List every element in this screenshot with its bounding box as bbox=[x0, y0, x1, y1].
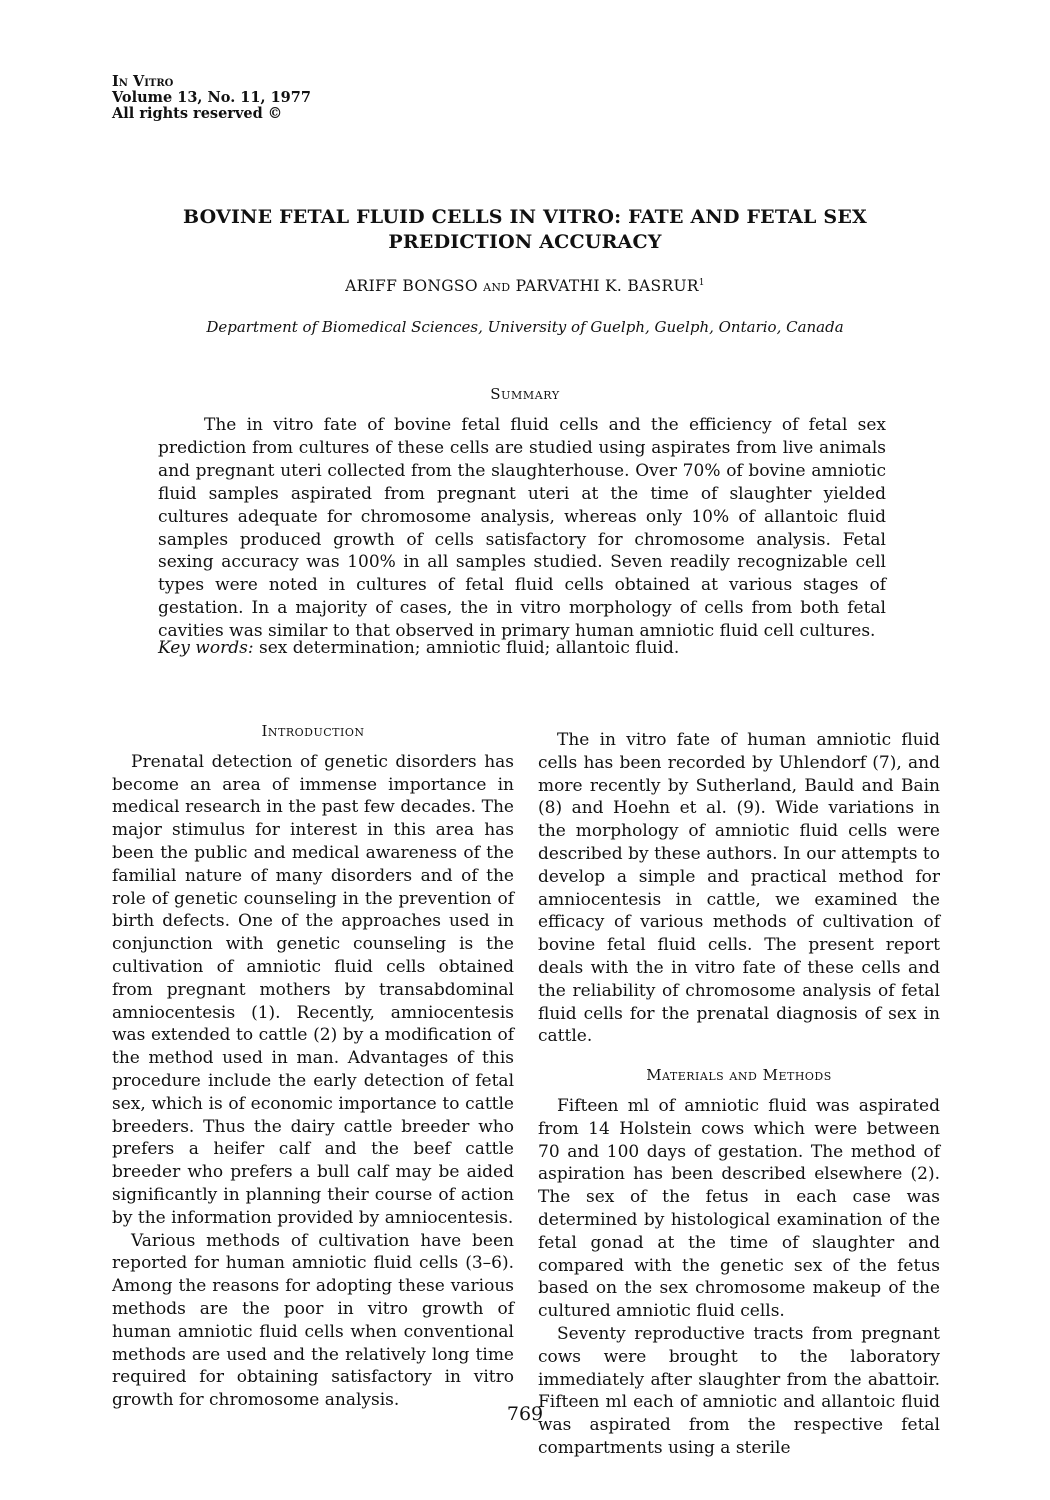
author-conjunction: AND bbox=[483, 281, 511, 294]
methods-heading: Materials and Methods bbox=[646, 1066, 832, 1085]
article-title-line-1: BOVINE FETAL FLUID CELLS IN VITRO: FATE AND FETAL SEX bbox=[183, 206, 867, 228]
article-title bbox=[150, 205, 900, 255]
methods-paragraph-2: Seventy reproductive tracts from pregnant cows were brought to the laboratory immediately after slaughter from the abattoir. Fifteen ml each of amniotic and allantoic fluid was aspirated from the respective fetal compartments using a sterile bbox=[538, 1323, 940, 1458]
keywords-label: Key words: bbox=[158, 638, 254, 658]
right-column bbox=[538, 729, 940, 1460]
keywords-list: sex determination; amniotic fluid; allantoic fluid. bbox=[253, 638, 680, 658]
introduction-paragraph-1: Prenatal detection of genetic disorders has become an area of immense importance in medical research in the past few decades. The major stimulus for interest in this area has been the public and medical awareness of the familial nature of many disorders and of the role of genetic counseling in the prevention of birth defects. One of the approaches used in conjunction with genetic counseling is the cultivation of amniotic fluid cells obtained from pregnant mothers by transabdominal amniocentesis (1). Recently, amniocentesis was extended to cattle (2) by a modification of the method used in man. Advantages of this procedure include the early detection of fetal sex, which is of economic importance to cattle breeders. Thus the dairy cattle breeder who prefers a heifer calf and the beef cattle breeder who prefers a bull calf may be aided significantly in planning their course of action by the information provided by amniocentesis. bbox=[112, 751, 514, 1228]
article-title-line-2: PREDICTION ACCURACY bbox=[388, 231, 662, 253]
journal-info bbox=[112, 74, 311, 122]
journal-volume: Volume 13, No. 11, 1977 bbox=[112, 89, 311, 106]
introduction-paragraph-3: The in vitro fate of human amniotic fluid cells has been recorded by Uhlendorf (7), and more recently by Sutherland, Bauld and Bain (8) and Hoehn et al. (9). Wide variations in the morphology of amniotic fluid cells were described by these authors. In our attempts to develop a simple and practical method for amniocentesis in cattle, we examined the efficacy of various methods of cultivation of bovine fetal fluid cells. The present report deals with the in vitro fate of these cells and the reliability of chromosome analysis of fetal fluid cells for the prenatal diagnosis of sex in cattle. bbox=[538, 730, 940, 1047]
author-first: ARIFF BONGSO bbox=[345, 277, 478, 295]
author-second: PARVATHI K. BASRUR bbox=[515, 277, 699, 295]
introduction-heading: Introduction bbox=[261, 722, 365, 740]
author-list bbox=[150, 277, 900, 295]
affiliation: Department of Biomedical Sciences, University of Guelph, Guelph, Ontario, Canada bbox=[206, 318, 844, 336]
summary-text: The in vitro fate of bovine fetal fluid cells and the efficiency of fetal sex prediction from cultures of these cells are studied using aspirates from live animals and pregnant uteri collected from the slaughterhouse. Over 70% of bovine amniotic fluid samples aspirated from pregnant uteri at the time of slaughter yielded cultures adequate for chromosome analysis, whereas only 10% of allantoic fluid samples produced growth of cells satisfactory for chromosome analysis. Fetal sexing accuracy was 100% in all samples studied. Seven readily recognizable cell types were noted in cultures of fetal fluid cells obtained at various stages of gestation. In a majority of cases, the in vitro morphology of cells from both fetal cavities was similar to that observed in primary human amniotic fluid cell cultures. bbox=[158, 415, 886, 642]
introduction-paragraph-2: Various methods of cultivation have been reported for human amniotic fluid cells (3–6). Among the reasons for adopting these various methods are the poor in vitro growth of human amniotic fluid cells when conventional methods are used and the relatively long time required for obtaining satisfactory in vitro growth for chromosome analysis. bbox=[112, 1230, 514, 1411]
page-number: 769 bbox=[506, 1403, 544, 1425]
left-column bbox=[112, 720, 514, 1412]
journal-name: In Vitro bbox=[112, 73, 174, 90]
methods-paragraph-1: Fifteen ml of amniotic fluid was aspirated from 14 Holstein cows which were between 70 and 100 days of gestation. The method of aspiration has been described elsewhere (2). The sex of the fetus in each case was determined by histological examination of the fetal gonad at the time of slaughter and compared with the genetic sex of the fetus based on the sex chromosome makeup of the cultured amniotic fluid cells. bbox=[538, 1095, 940, 1322]
journal-rights: All rights reserved © bbox=[112, 105, 283, 122]
author-footnote-mark: 1 bbox=[698, 277, 705, 288]
summary-heading: Summary bbox=[490, 385, 560, 403]
keywords bbox=[158, 637, 886, 660]
